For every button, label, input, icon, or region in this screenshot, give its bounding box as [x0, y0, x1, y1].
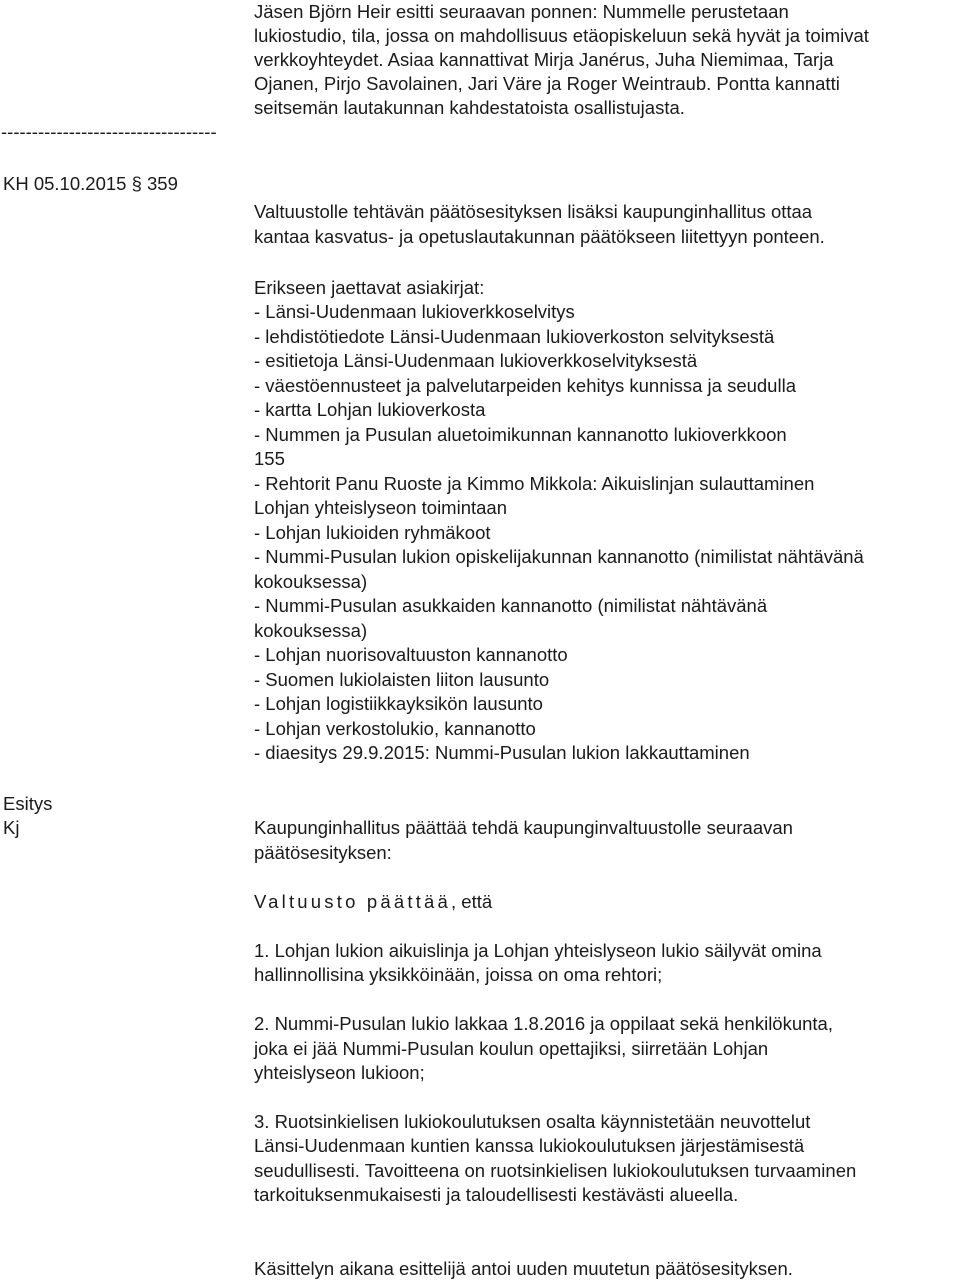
council-decision-heading — [254, 890, 492, 914]
text-line: Ojanen, Pirjo Savolainen, Jari Väre ja Roger Weintraub. Pontta kannatti — [254, 73, 840, 94]
list-item: - kartta Lohjan lukioverkosta — [254, 399, 486, 420]
text-line: seudullisesti. Tavoitteena on ruotsinkielisen lukiokoulutuksen turvaaminen — [254, 1160, 857, 1181]
closing-statement: Käsittelyn aikana esittelijä antoi uuden muutetun päätösesityksen. — [254, 1258, 793, 1279]
list-item: - Rehtorit Panu Ruoste ja Kimmo Mikkola: Aikuislinjan sulauttaminen — [254, 473, 815, 494]
list-item: Lohjan yhteislyseon toimintaan — [254, 497, 507, 518]
council-spaced-text: Valtuusto päättää — [254, 891, 452, 912]
text-line: 2. Nummi-Pusulan lukio lakkaa 1.8.2016 ja oppilaat sekä henkilökunta, — [254, 1013, 833, 1034]
text-line: 1. Lohjan lukion aikuislinja ja Lohjan yhteislyseon lukio säilyvät omina — [254, 940, 822, 961]
list-item: - Suomen lukiolaisten liiton lausunto — [254, 669, 550, 690]
list-item: - lehdistötiedote Länsi-Uudenmaan lukioverkoston selvityksestä — [254, 326, 775, 347]
list-item: - Lohjan verkostolukio, kannanotto — [254, 718, 536, 739]
list-item: 155 — [254, 448, 285, 469]
list-item: kokouksessa) — [254, 620, 368, 641]
text-line: kantaa kasvatus- ja opetuslautakunnan päätökseen liitettyyn ponteen. — [254, 226, 825, 247]
council-suffix: , että — [451, 891, 493, 912]
text-line: Kaupunginhallitus päättää tehdä kaupunginvaltuustolle seuraavan — [254, 817, 793, 838]
text-line: hallinnollisina yksikköinään, joissa on oma rehtori; — [254, 964, 663, 985]
text-line: lukiostudio, tila, jossa on mahdollisuus etäopiskeluun sekä hyvät ja toimivat — [254, 25, 869, 46]
list-item: - Nummi-Pusulan lukion opiskelijakunnan kannanotto (nimilistat nähtävänä — [254, 546, 864, 567]
text-line: yhteislyseon lukioon; — [254, 1062, 425, 1083]
meeting-reference: KH 05.10.2015 § 359 — [3, 173, 178, 194]
text-line: Jäsen Björn Heir esitti seuraavan ponnen: Nummelle perustetaan — [254, 1, 789, 22]
text-line: tarkoituksenmukaisesti ja taloudellisesti kestävästi alueella. — [254, 1184, 739, 1205]
proposal-label: Esitys — [3, 793, 53, 814]
text-line: Valtuustolle tehtävän päätösesityksen lisäksi kaupunginhallitus ottaa — [254, 201, 813, 222]
text-line: Länsi-Uudenmaan kuntien kanssa lukiokoulutuksen järjestämisestä — [254, 1135, 805, 1156]
text-line: päätösesityksen: — [254, 842, 392, 863]
list-item: - Länsi-Uudenmaan lukioverkkoselvitys — [254, 301, 575, 322]
list-item: - Nummen ja Pusulan aluetoimikunnan kannanotto lukioverkkoon — [254, 424, 787, 445]
list-item: - väestöennusteet ja palvelutarpeiden kehitys kunnissa ja seudulla — [254, 375, 796, 396]
list-item: - Lohjan nuorisovaltuuston kannanotto — [254, 644, 568, 665]
text-line: seitsemän lautakunnan kahdestatoista osallistujasta. — [254, 97, 685, 118]
list-item: kokouksessa) — [254, 571, 368, 592]
list-item: - Nummi-Pusulan asukkaiden kannanotto (nimilistat nähtävänä — [254, 595, 768, 616]
presenter-label: Kj — [3, 817, 20, 838]
list-item: - Lohjan lukioiden ryhmäkoot — [254, 522, 491, 543]
section-separator: ----------------------------------- — [1, 121, 217, 142]
text-line: joka ei jää Nummi-Pusulan koulun opettajiksi, siirretään Lohjan — [254, 1038, 769, 1059]
list-item: - diaesitys 29.9.2015: Nummi-Pusulan lukion lakkauttaminen — [254, 742, 750, 763]
text-line: 3. Ruotsinkielisen lukiokoulutuksen osalta käynnistetään neuvottelut — [254, 1111, 811, 1132]
list-item: - esitietoja Länsi-Uudenmaan lukioverkkoselvityksestä — [254, 350, 698, 371]
list-item: - Lohjan logistiikkayksikön lausunto — [254, 693, 543, 714]
text-line: verkkoyhteydet. Asiaa kannattivat Mirja Janérus, Juha Niemimaa, Tarja — [254, 49, 834, 70]
attachments-heading: Erikseen jaettavat asiakirjat: — [254, 277, 485, 298]
